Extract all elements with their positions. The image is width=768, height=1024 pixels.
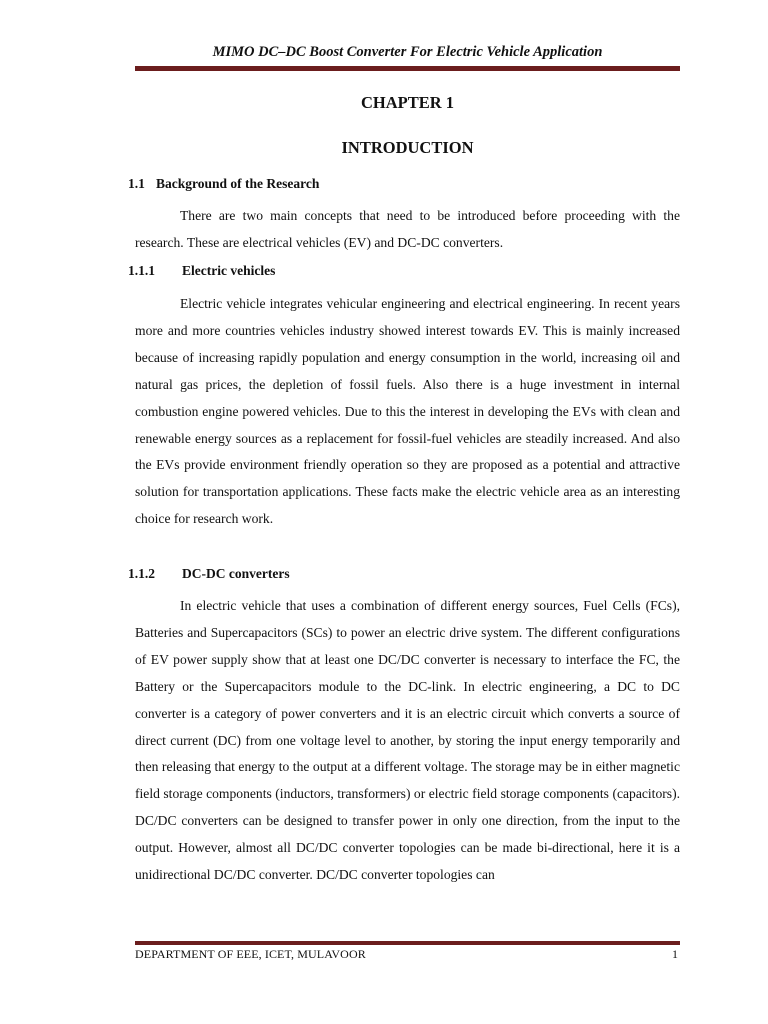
section-heading-1-1 — [128, 176, 319, 192]
section-number: 1.1 — [128, 176, 145, 191]
page-number: 1 — [672, 947, 678, 961]
running-header-title: MIMO DC–DC Boost Converter For Electric Vehicle Application — [212, 44, 603, 60]
section-heading-1-1-2 — [128, 566, 290, 582]
footer-rule — [135, 941, 680, 945]
paragraph-background: There are two main concepts that need to be introduced before proceeding with the research. These are electrical vehicles (EV) and DC-DC converters. — [135, 208, 680, 250]
section-heading-1-1-1 — [128, 263, 275, 279]
paragraph-dc-dc-converters: In electric vehicle that uses a combination of different energy sources, Fuel Cells (FCs), Batteries and Supercapacitors (SCs) to power an electric drive system. The different configurations of EV power supply show that at least one DC/DC converter is necessary to interface the FC, the Battery or the Supercapacitors module to the DC-link. In electric engineering, a DC to DC converter is a category of power converters and it is an electric circuit which converts a source of direct current (DC) from one voltage level to another, by storing the input energy temporarily and then releasing that energy to the output at a different voltage. The storage may be in either magnetic field storage components (inductors, transformers) or electric field storage components (capacitors). DC/DC converters can be designed to transfer power in only one direction, from the input to the output. However, almost all DC/DC converter topologies can be made bi-directional, here it is a unidirectional DC/DC converter. DC/DC converter topologies can — [135, 598, 680, 883]
section-number: 1.1.2 — [128, 566, 155, 581]
header-rule — [135, 66, 680, 71]
section-title: Background of the Research — [156, 176, 320, 191]
chapter-label: CHAPTER 1 — [360, 93, 455, 112]
section-title: Electric vehicles — [182, 263, 276, 278]
paragraph-electric-vehicles: Electric vehicle integrates vehicular engineering and electrical engineering. In recent years more and more countries vehicles industry showed interest towards EV. This is mainly increased because of increasing rapidly population and energy consumption in the world, increasing oil and natural gas prices, the depletion of fossil fuels. Also there is a huge investment in internal combustion engine powered vehicles. Due to this the interest in developing the EVs with clean and renewable energy sources as a replacement for fossil-fuel vehicles are steadily increased. And also the EVs provide environment friendly operation so they are proposed as a potential and attractive solution for transportation applications. These facts make the electric vehicle area as an interesting choice for research work. — [135, 296, 680, 527]
chapter-title: INTRODUCTION — [341, 138, 474, 157]
section-title: DC-DC converters — [182, 566, 290, 581]
section-number: 1.1.1 — [128, 263, 155, 278]
footer-department: DEPARTMENT OF EEE, ICET, MULAVOOR — [135, 947, 366, 961]
